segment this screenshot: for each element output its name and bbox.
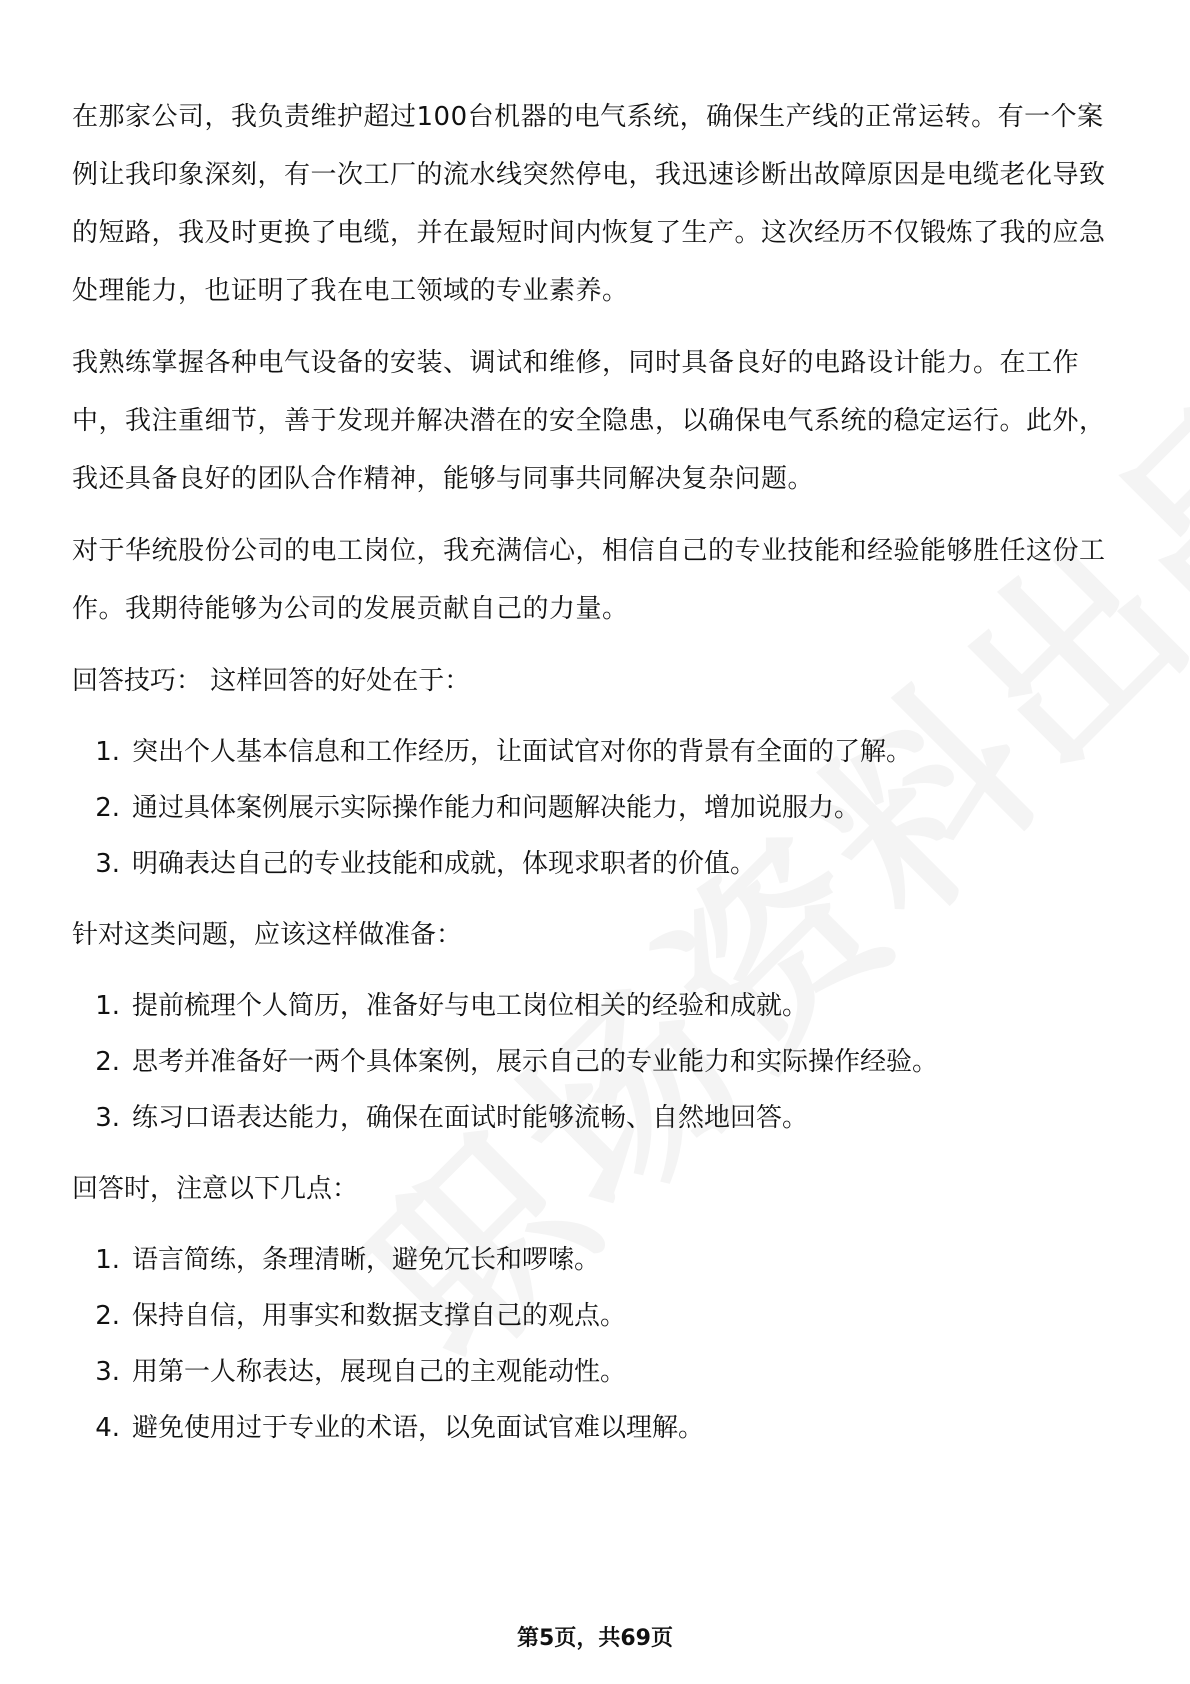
list-item bbox=[72, 1344, 1122, 1400]
notes-list bbox=[72, 1232, 1122, 1456]
list-number: 2. bbox=[95, 1047, 120, 1077]
list-item bbox=[72, 1090, 1122, 1146]
list-number: 3. bbox=[95, 1357, 120, 1387]
page-content bbox=[72, 88, 1122, 1470]
tips-list bbox=[72, 724, 1122, 892]
list-item bbox=[72, 1400, 1122, 1456]
tips-heading: 回答技巧： 这样回答的好处在于： bbox=[72, 666, 471, 696]
list-text: 练习口语表达能力，确保在面试时能够流畅、自然地回答。 bbox=[132, 1103, 809, 1133]
list-number: 2. bbox=[95, 1301, 120, 1331]
page-footer: 第5页，共69页 bbox=[517, 1626, 673, 1651]
list-number: 1. bbox=[95, 1245, 120, 1275]
list-text: 保持自信，用事实和数据支撑自己的观点。 bbox=[132, 1301, 627, 1331]
list-text: 避免使用过于专业的术语，以免面试官难以理解。 bbox=[132, 1413, 705, 1443]
list-number: 1. bbox=[95, 991, 120, 1021]
list-item bbox=[72, 724, 1122, 780]
list-item bbox=[72, 836, 1122, 892]
list-number: 1. bbox=[95, 737, 120, 767]
notes-heading: 回答时，注意以下几点： bbox=[72, 1174, 359, 1204]
list-item bbox=[72, 1232, 1122, 1288]
list-number: 3. bbox=[95, 849, 120, 879]
list-text: 提前梳理个人简历，准备好与电工岗位相关的经验和成就。 bbox=[132, 991, 809, 1021]
list-item bbox=[72, 1288, 1122, 1344]
list-text: 突出个人基本信息和工作经历，让面试官对你的背景有全面的了解。 bbox=[132, 737, 913, 767]
list-text: 思考并准备好一两个具体案例，展示自己的专业能力和实际操作经验。 bbox=[132, 1047, 939, 1077]
paragraph-skills: 我熟练掌握各种电气设备的安装、调试和维修，同时具备良好的电路设计能力。在工作中，我注重细节，善于发现并解决潜在的安全隐患，以确保电气系统的稳定运行。此外，我还具备良好的团队合作精神，能够与同事共同解决复杂问题。 bbox=[72, 348, 1106, 494]
list-text: 通过具体案例展示实际操作能力和问题解决能力，增加说服力。 bbox=[132, 793, 861, 823]
list-text: 语言简练，条理清晰，避免冗长和啰嗦。 bbox=[132, 1245, 601, 1275]
paragraph-confidence: 对于华统股份公司的电工岗位，我充满信心，相信自己的专业技能和经验能够胜任这份工作。我期待能够为公司的发展贡献自己的力量。 bbox=[72, 536, 1106, 624]
list-text: 用第一人称表达，展现自己的主观能动性。 bbox=[132, 1357, 627, 1387]
list-number: 4. bbox=[95, 1413, 120, 1443]
list-number: 3. bbox=[95, 1103, 120, 1133]
paragraph-experience: 在那家公司，我负责维护超过100台机器的电气系统，确保生产线的正常运转。有一个案例让我印象深刻，有一次工厂的流水线突然停电，我迅速诊断出故障原因是电缆老化导致的短路，我及时更换了电缆，并在最短时间内恢复了生产。这次经历不仅锻炼了我的应急处理能力，也证明了我在电工领域的专业素养。 bbox=[72, 102, 1106, 306]
list-item bbox=[72, 978, 1122, 1034]
prepare-heading: 针对这类问题，应该这样做准备： bbox=[72, 920, 463, 950]
list-text: 明确表达自己的专业技能和成就，体现求职者的价值。 bbox=[132, 849, 757, 879]
list-item bbox=[72, 1034, 1122, 1090]
list-item bbox=[72, 780, 1122, 836]
list-number: 2. bbox=[95, 793, 120, 823]
prepare-list bbox=[72, 978, 1122, 1146]
